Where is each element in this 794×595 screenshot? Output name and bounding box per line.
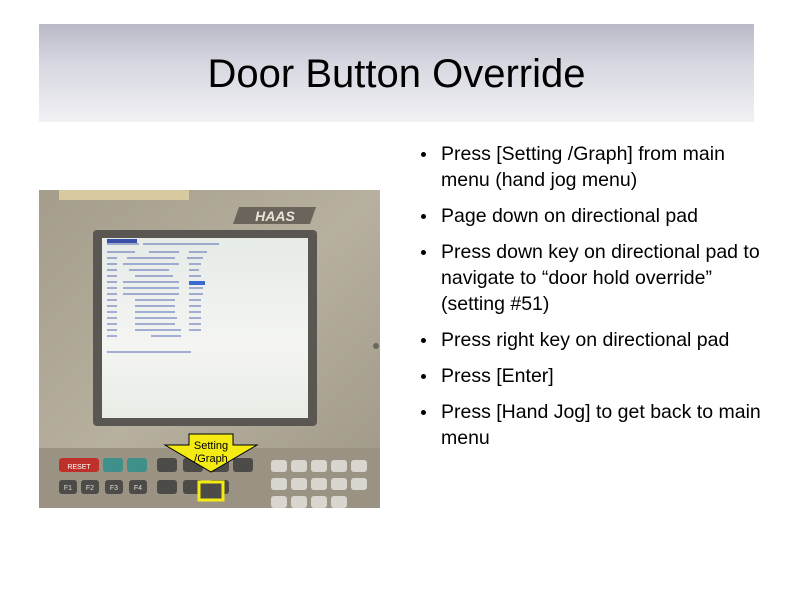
svg-text:F1: F1 bbox=[63, 485, 73, 492]
bullet-text: Press [Enter] bbox=[441, 365, 554, 387]
svg-text:HAAS: HAAS bbox=[255, 208, 295, 224]
bullet-icon bbox=[421, 250, 426, 255]
reset-key bbox=[59, 458, 99, 472]
bullet-text: Press right key on directional pad bbox=[441, 329, 730, 351]
bullet-icon bbox=[421, 410, 426, 415]
slide-title: Door Button Override bbox=[207, 52, 586, 96]
list-item bbox=[420, 399, 770, 451]
key-teal-2 bbox=[127, 458, 147, 472]
list-item bbox=[420, 363, 770, 389]
svg-text:RESET: RESET bbox=[67, 464, 91, 471]
bullet-icon bbox=[421, 214, 426, 219]
setting-graph-key-highlight bbox=[199, 482, 223, 500]
control-panel-illustration bbox=[39, 190, 380, 508]
screen-highlight-left bbox=[107, 239, 137, 243]
instruction-list bbox=[420, 141, 770, 461]
key-mid-6 bbox=[233, 458, 253, 472]
bullet-text: Press [Hand Jog] to get back to main menu bbox=[441, 401, 761, 449]
bullet-icon bbox=[421, 338, 426, 343]
key-teal-1 bbox=[103, 458, 123, 472]
list-item bbox=[420, 141, 770, 193]
screen-highlight-row bbox=[189, 281, 205, 285]
bullet-text: Press [Setting /Graph] from main menu (hand jog menu) bbox=[441, 143, 725, 191]
key-mid-2 bbox=[157, 480, 177, 494]
panel-tag bbox=[59, 190, 189, 200]
bullet-text: Page down on directional pad bbox=[441, 205, 698, 227]
title-band bbox=[39, 24, 754, 122]
control-panel-photo bbox=[39, 190, 380, 508]
list-item bbox=[420, 203, 770, 229]
list-item bbox=[420, 239, 770, 317]
key-mid-1 bbox=[157, 458, 177, 472]
haas-logo bbox=[233, 207, 316, 224]
screen bbox=[102, 238, 308, 418]
panel-screw bbox=[373, 343, 379, 349]
callout-label-line1: Setting bbox=[193, 440, 229, 452]
svg-text:F4: F4 bbox=[133, 485, 143, 492]
bullet-icon bbox=[421, 152, 426, 157]
bullet-icon bbox=[421, 374, 426, 379]
bullet-text: Press down key on directional pad to navigate to “door hold override” (setting #51) bbox=[441, 241, 760, 315]
list-item bbox=[420, 327, 770, 353]
svg-text:F2: F2 bbox=[85, 485, 95, 492]
svg-text:F3: F3 bbox=[109, 485, 119, 492]
callout-label-line2: /Graph bbox=[194, 453, 228, 465]
